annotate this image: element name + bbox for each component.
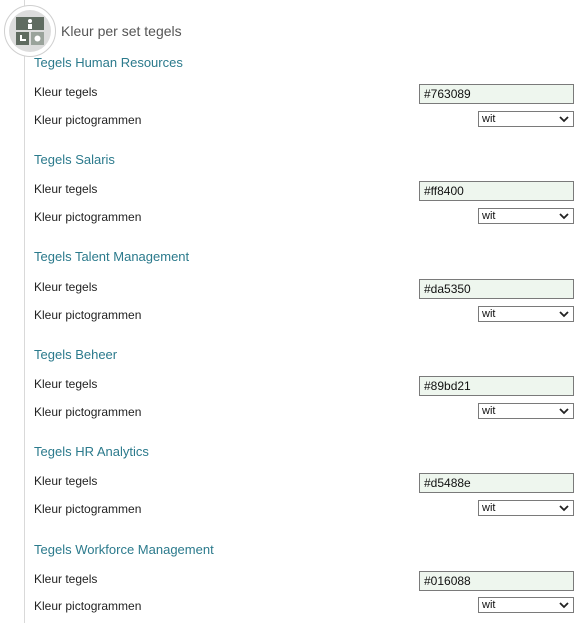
tile-color-row [34, 181, 574, 203]
icon-color-row [34, 306, 574, 328]
section-title: Tegels Beheer [34, 347, 118, 362]
section-title: Tegels HR Analytics [34, 444, 149, 459]
tile-color-input[interactable] [419, 571, 574, 591]
tile-color-row [34, 376, 574, 398]
tile-color-label: Kleur tegels [34, 377, 98, 391]
tile-color-input[interactable] [419, 376, 574, 396]
tile-color-label: Kleur tegels [34, 85, 98, 99]
chevron-down-icon [558, 502, 570, 514]
section-title: Tegels Workforce Management [34, 542, 214, 557]
icon-color-select[interactable] [478, 597, 574, 613]
icon-color-value: wit [482, 405, 496, 417]
tile-color-label: Kleur tegels [34, 572, 98, 586]
section-title: Tegels Talent Management [34, 249, 190, 264]
tile-color-input[interactable] [419, 181, 574, 201]
tile-color-label: Kleur tegels [34, 182, 98, 196]
section-workforce-management [34, 542, 576, 613]
section-title: Tegels Human Resources [34, 55, 183, 70]
tile-color-row [34, 473, 574, 495]
icon-color-select[interactable] [478, 208, 574, 224]
tile-color-row [34, 571, 574, 593]
chevron-down-icon [558, 308, 570, 320]
icon-color-row [34, 111, 574, 133]
icon-color-label: Kleur pictogrammen [34, 113, 142, 127]
tile-color-row [34, 84, 574, 106]
icon-color-value: wit [482, 210, 496, 222]
icon-color-row [34, 208, 574, 230]
icon-color-label: Kleur pictogrammen [34, 210, 142, 224]
section-human-resources [34, 55, 576, 127]
icon-color-value: wit [482, 502, 496, 514]
icon-color-select[interactable] [478, 306, 574, 322]
icon-color-label: Kleur pictogrammen [34, 599, 142, 613]
chevron-down-icon [558, 210, 570, 222]
tile-color-input[interactable] [419, 279, 574, 299]
section-salaris [34, 152, 576, 224]
chevron-down-icon [558, 405, 570, 417]
tile-color-label: Kleur tegels [34, 474, 98, 488]
tile-color-input[interactable] [419, 473, 574, 493]
section-hr-analytics [34, 444, 576, 516]
icon-color-select[interactable] [478, 111, 574, 127]
panel-title: Kleur per set tegels [61, 23, 182, 39]
tiles-set-icon [4, 5, 56, 57]
section-beheer [34, 347, 576, 419]
icon-color-select[interactable] [478, 403, 574, 419]
icon-color-label: Kleur pictogrammen [34, 502, 142, 516]
section-title: Tegels Salaris [34, 152, 115, 167]
icon-color-value: wit [482, 308, 496, 320]
chevron-down-icon [558, 113, 570, 125]
icon-color-value: wit [482, 599, 496, 611]
section-talent-management [34, 249, 576, 322]
tile-color-label: Kleur tegels [34, 280, 98, 294]
icon-color-row [34, 597, 574, 619]
tile-color-input[interactable] [419, 84, 574, 104]
icon-color-select[interactable] [478, 500, 574, 516]
icon-color-row [34, 500, 574, 522]
chevron-down-icon [558, 599, 570, 611]
tile-color-row [34, 279, 574, 301]
tiles-grid-icon [15, 16, 45, 46]
icon-color-label: Kleur pictogrammen [34, 308, 142, 322]
icon-color-value: wit [482, 113, 496, 125]
icon-color-row [34, 403, 574, 425]
icon-color-label: Kleur pictogrammen [34, 405, 142, 419]
